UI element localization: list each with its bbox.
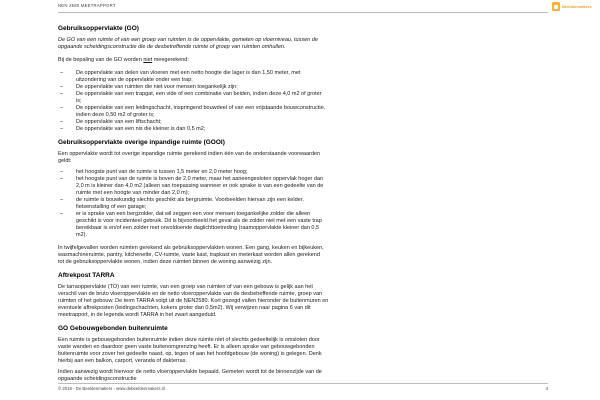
gooi-intro: Een oppervlakte wordt tot overige inpandige ruimte gerekend indien één van de onderstaande voorwaarden geldt: xyxy=(58,151,321,164)
go-list xyxy=(58,70,530,133)
section-tarra xyxy=(58,272,530,319)
page-header xyxy=(0,0,600,14)
gbb-text: Een ruimte is gebouwgebonden buitenruimte indien deze ruimte niet of slechts gedeeltelijk is omsloten door vaste wanden en daardoor geen vaste buitenomgrenzing heeft. Er is alleen sprake van gebouwgebonden buitenruimte voor zover het gedeelte naast, op, tegen of aan het hoofdgebouw (de woning) is gelegen. Denk hierbij aan een balkon, carport, veranda of dakterras. xyxy=(58,337,322,364)
list-item: – het hoogste punt van de ruimte is boven de 2,0 meter, maar het aaneengesloten oppervlak hoger dan 2,0 m is kleiner dan 4,0 m2 (alleen van toepassing wanneer er ook sprake is van een gedeelte van de ruimte met een hoogte van minder dan 2,0 m); xyxy=(58,176,530,197)
list-item: – De oppervlakte van ruimten die niet voor mensen toegankelijk zijn; xyxy=(58,84,530,91)
list-item: – De oppervlakte van een liftschacht; xyxy=(58,119,530,126)
go-intro: Bij de bepaling van de GO worden niet meegerekend: xyxy=(58,57,189,63)
section-gbb-heading: GO Gebouwgebonden buitenruimte xyxy=(58,325,168,332)
section-gooi-heading: Gebruiksoppervlakte overige inpandige ruimte (GOOI) xyxy=(58,139,225,146)
list-item: – De oppervlakte van een nis die kleiner is dan 0,5 m2; xyxy=(58,126,530,133)
list-item: – De oppervlakte van delen van vloeren met een netto hoogte die lager is dan 1,50 meter, met uitzondering van de oppervlakte onder een trap; xyxy=(58,70,530,84)
list-item: – er is sprake van een bergzolder, dat wil zeggen een voor mensen toegankelijke zolder die alleen geschikt is voor incidenteel gebruik. Dit is bijvoorbeeld het geval als de zolder niet met een vaste trap bereikbaar is en/of een zolder met onvoldoende daglichttoetreding (raamoppervlakte kleiner dan 0,5 m2). xyxy=(58,211,530,239)
go-definition-line-1: De GO van een ruimte of van een groep van ruimten is de oppervlakte, gemeten op vloerniveau, tussen de xyxy=(58,37,318,43)
go-definition xyxy=(58,37,530,51)
header-title: NEN 2580 MEETRAPPORT xyxy=(58,3,116,8)
go-intro-emphasis: niet xyxy=(143,57,153,63)
section-go-heading: Gebruiksoppervlakte (GO) xyxy=(58,25,139,32)
page-number: 4 xyxy=(545,386,548,391)
list-item: – het hoogste punt van de ruimte is tussen 1,5 meter en 2,0 meter hoog; xyxy=(58,169,530,176)
list-item: – de ruimte is bouwkundig slechts geschikt als bergruimte. Voorbeelden hiervan zijn een kelder, fietsenstalling of een garage; xyxy=(58,197,530,211)
gbb-closing: Indien aanwezig wordt hiervoor de netto vloeroppervlakte bepaald. Gemeten wordt tot de binnenzijde van de opgaande scheidingsconstructie xyxy=(58,369,322,382)
gooi-list xyxy=(58,169,530,239)
list-item: – De oppervlakte van een leidingschacht, inspringend bouwdeel of van een vrijstaande bouwconstructie, indien deze 0,50 m2 of groter is; xyxy=(58,105,530,119)
section-tarra-heading: Aftrekpost TARRA xyxy=(58,272,115,279)
logo-icon xyxy=(552,2,560,11)
section-gooi xyxy=(58,139,530,266)
gooi-closing: In twijfelgevallen worden ruimten gerekend als gebruiksoppervlakten wonen. Een gang, keuken en bijkeuken, wasmachineruimte, pantry, kitchenette, CV-ruimte, vaste kast, trapkast en meterkast worden allen gerekend tot de gebruiksoppervlakte wonen, indien deze ruimten binnen de woning aanwezig zijn. xyxy=(58,245,324,265)
footer-rule xyxy=(58,383,548,384)
page-footer xyxy=(58,383,548,391)
header-rule xyxy=(58,12,548,13)
list-item: – De oppervlakte van een trapgat, een vide of een combinatie van beiden, indien deze 4,0 m2 of groter is; xyxy=(58,91,530,105)
footer-text: © 2018 - De Beeldenmakers - www.debeeldenmakers.nl xyxy=(58,386,166,391)
section-go xyxy=(58,25,530,133)
tarra-text: De tarraoppervlakte (TO) van een ruimte, van een groep van ruimten of van een gebouw is gelijk aan het verschil van de bruto vloeroppervlakte en de netto vloeroppervlakte van de desbetreffende ruimte, groep van ruimten of het gebouw. De term TARRA volgt uit de NEN2580. Kort gezegd vallen hieronder de buitenmuren en eventuele aftrekposten (leidingschachten, kokers groter dan 0,5m2). Wij verwijzen naar pagina 6 van dit meetrapport, in de legenda wordt TARRA in het zwart aangeduid. xyxy=(58,284,329,318)
document-body xyxy=(58,25,530,389)
logo-text: Beeldenmakers xyxy=(562,4,592,9)
logo xyxy=(552,2,592,11)
section-gbb xyxy=(58,325,530,383)
go-definition-line-2: opgaande scheidingsconstructie die de desbetreffende ruimte of groep van ruimten omhullen. xyxy=(58,44,286,50)
